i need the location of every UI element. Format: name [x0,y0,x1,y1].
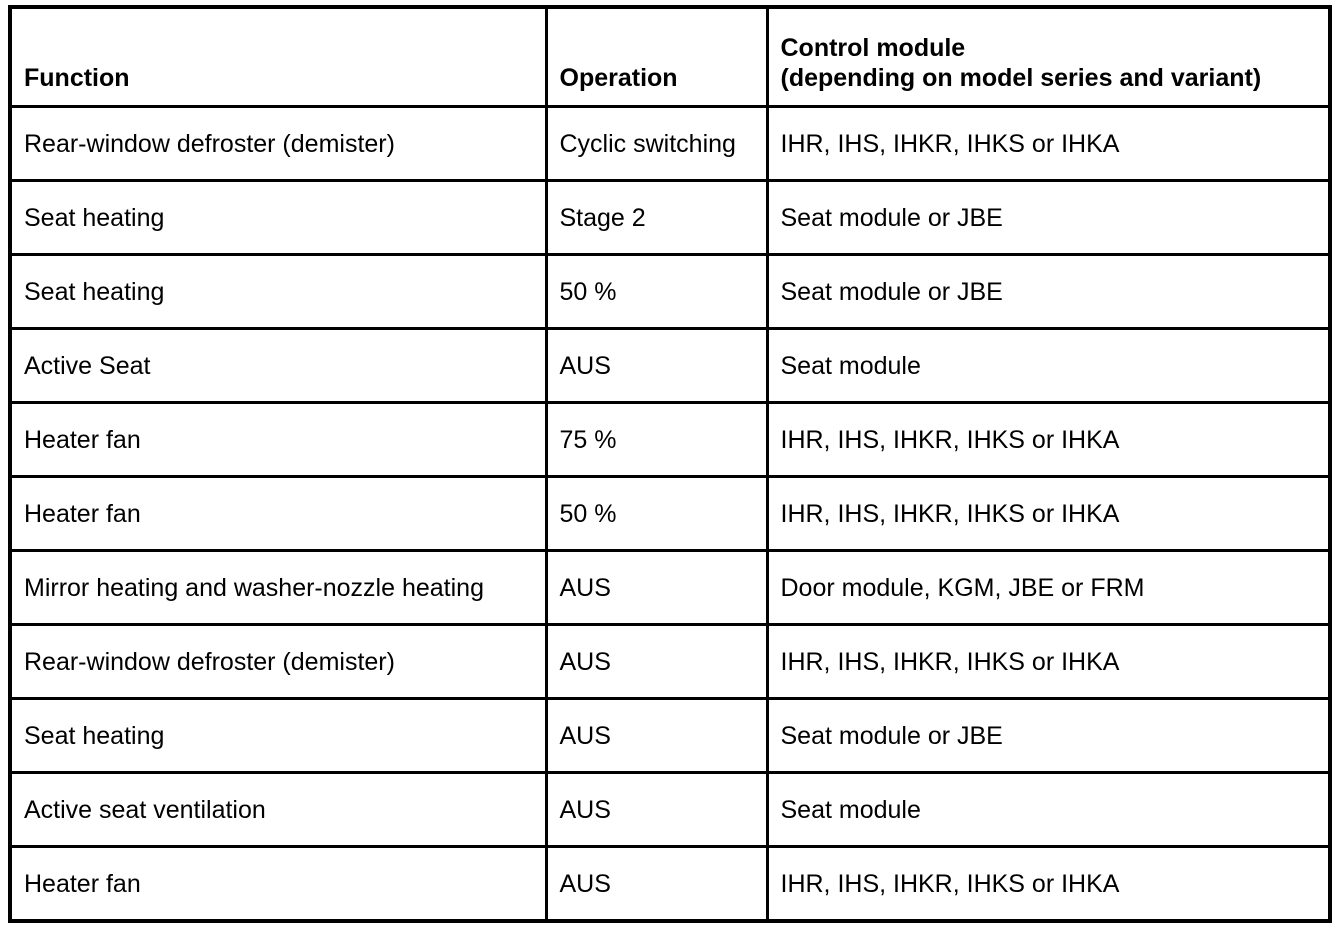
cell-control-module: Seat module [767,773,1330,847]
cell-operation: 75 % [546,403,767,477]
cell-operation: AUS [546,625,767,699]
cell-operation: 50 % [546,477,767,551]
table-row [10,477,1330,551]
cell-function: Heater fan [10,403,546,477]
cell-control-module: IHR, IHS, IHKR, IHKS or IHKA [767,477,1330,551]
cell-operation: AUS [546,329,767,403]
table-row [10,107,1330,181]
table-row [10,255,1330,329]
table-row [10,329,1330,403]
header-control-module-line1: Control module [780,34,966,62]
cell-function: Seat heating [10,255,546,329]
header-control-module-line2: (depending on model series and variant) [780,64,1262,92]
function-table-container [8,5,1328,923]
function-table [8,5,1332,923]
cell-operation: AUS [546,773,767,847]
table-header [10,7,1330,107]
cell-function: Seat heating [10,699,546,773]
cell-control-module: Seat module [767,329,1330,403]
cell-control-module: Seat module or JBE [767,181,1330,255]
cell-operation: Cyclic switching [546,107,767,181]
cell-function: Mirror heating and washer-nozzle heating [10,551,546,625]
cell-control-module: Seat module or JBE [767,255,1330,329]
cell-control-module: IHR, IHS, IHKR, IHKS or IHKA [767,403,1330,477]
cell-operation: AUS [546,551,767,625]
cell-operation: AUS [546,847,767,922]
cell-function: Rear-window defroster (demister) [10,625,546,699]
cell-control-module: IHR, IHS, IHKR, IHKS or IHKA [767,107,1330,181]
cell-control-module: IHR, IHS, IHKR, IHKS or IHKA [767,625,1330,699]
table-row [10,847,1330,922]
header-operation: Operation [546,7,767,107]
header-row [10,7,1330,107]
cell-control-module: Door module, KGM, JBE or FRM [767,551,1330,625]
cell-function: Heater fan [10,477,546,551]
table-row [10,181,1330,255]
table-row [10,403,1330,477]
cell-operation: Stage 2 [546,181,767,255]
cell-function: Heater fan [10,847,546,922]
header-control-module [767,7,1330,107]
table-row [10,699,1330,773]
cell-operation: AUS [546,699,767,773]
cell-function: Active Seat [10,329,546,403]
cell-function: Rear-window defroster (demister) [10,107,546,181]
cell-function: Seat heating [10,181,546,255]
cell-function: Active seat ventilation [10,773,546,847]
table-row [10,551,1330,625]
table-body [10,107,1330,922]
cell-control-module: Seat module or JBE [767,699,1330,773]
cell-operation: 50 % [546,255,767,329]
header-function: Function [10,7,546,107]
table-row [10,625,1330,699]
cell-control-module: IHR, IHS, IHKR, IHKS or IHKA [767,847,1330,922]
table-row [10,773,1330,847]
